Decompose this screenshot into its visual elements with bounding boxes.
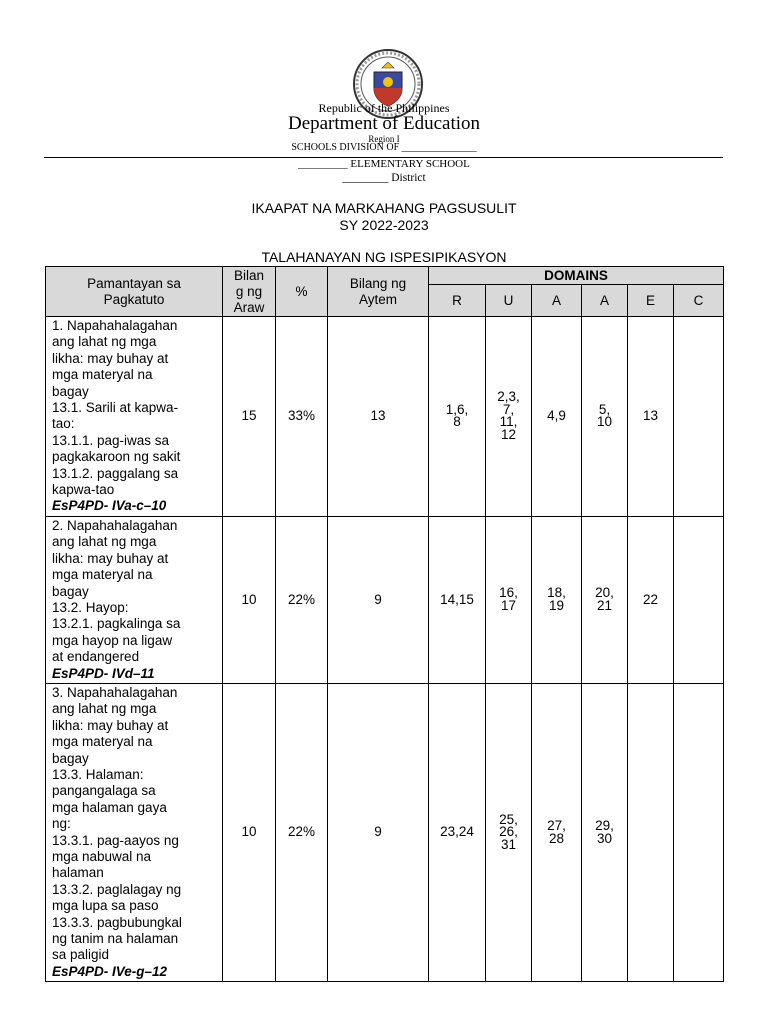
domain-r-cell [429,683,486,981]
text-line: 30 [596,830,613,846]
text-line: 13.1.2. paggalang sa [52,465,179,481]
text-line: 13.2. Hayop: [52,599,129,615]
header-domain-u: U [486,285,532,317]
competency-code: EsP4PD- IVa-c–10 [52,498,167,514]
text-line: Bilang ng [349,275,407,291]
header-domain-a2: A [582,285,628,317]
days-cell: 10 [223,516,276,683]
exam-title: IKAAPAT NA MARKAHANG PAGSUSULIT [251,200,517,216]
text-line: Bilan [233,267,265,283]
text-line: 19 [548,597,565,613]
competency-cell [46,683,223,981]
division-label: SCHOOLS DIVISION OF _______________ [291,142,477,153]
text-line: 13.1. Sarili at kapwa- [52,400,179,416]
domain-a1-cell [532,683,582,981]
text-line: mga materyal na [52,734,153,750]
text-line: 17 [500,597,517,613]
text-line: 13 [642,408,659,424]
domain-e-cell [628,683,674,981]
text-line: ang lahat ng mga [52,701,157,717]
text-line: bagay [52,750,89,766]
domain-a2-cell [582,317,628,517]
items-cell: 9 [328,683,429,981]
percent-cell: 22% [276,683,328,981]
text-line: at endangered [52,649,140,665]
district-label: ________ District [342,172,426,184]
text-line: ng: [52,816,71,832]
competency-code: EsP4PD- IVe-g–12 [52,963,168,979]
text-line: 10 [596,414,613,430]
header-domain-a1: A [532,285,582,317]
header-competency [46,267,223,317]
school-year: SY 2022-2023 [339,217,429,233]
text-line: 2. Napahahalagahan [52,517,178,533]
domain-e-cell [628,516,674,683]
domain-r-cell [429,317,486,517]
republic-label: Republic of the Philippines [318,101,450,115]
text-line: 25, [499,811,518,827]
text-line: 13.3.1. pag-aayos ng [52,832,179,848]
text-line: 11, [499,414,518,430]
header-domain-c: C [674,285,724,317]
text-line: bagay [52,583,89,599]
text-line: 21 [596,597,613,613]
text-line: 22 [642,591,659,607]
percent-cell: 22% [276,516,328,683]
text-line: pagkakaroon ng sakit [52,449,181,465]
table-row [46,516,724,683]
text-line: pangangalaga sa [52,783,156,799]
text-line: 8 [453,414,461,430]
domain-c-cell [674,683,724,981]
text-line: ang lahat ng mga [52,534,157,550]
text-line: tao: [52,416,75,432]
text-line: Araw [233,299,265,315]
text-line: 13.3.2. paglalagay ng [52,881,182,897]
text-line: 29, [595,818,614,834]
text-line: g ng [235,283,263,299]
items-cell: 9 [328,516,429,683]
text-line: 13.2.1. pagkalinga sa [52,616,181,632]
text-line: Aytem [358,291,397,307]
text-line: mga hayop na ligaw [52,632,173,648]
domain-a2-cell [582,516,628,683]
header-items [328,267,429,317]
text-line: ng tanim na halaman [52,931,179,947]
domain-r-cell [429,516,486,683]
text-line: mga materyal na [52,567,153,583]
header-domains: DOMAINS [429,267,724,285]
text-line: 20, [595,585,614,601]
text-line: mga lupa sa paso [52,898,159,914]
domain-a1-cell [532,516,582,683]
text-line: Pagkatuto [103,291,165,307]
percent-cell: 33% [276,317,328,517]
table-of-specifications [45,266,724,982]
domain-e-cell [628,317,674,517]
domain-u-cell [486,516,532,683]
text-line: 5, [598,401,611,417]
school-label: _________ ELEMENTARY SCHOOL [298,158,470,170]
header-percent: % [276,267,328,317]
text-line: 4,9 [547,408,566,424]
text-line: likha: may buhay at [52,717,169,733]
text-line: likha: may buhay at [52,550,169,566]
domain-u-cell [486,317,532,517]
text-line: sa paligid [52,947,110,963]
text-line: 14,15 [440,591,474,607]
text-line: 13.3. Halaman: [52,766,144,782]
text-line: 18, [547,585,566,601]
text-line: 13.3.3. pagbubungkal [52,914,182,930]
text-line: halaman [52,865,104,881]
days-cell: 15 [223,317,276,517]
text-line: mga halaman gaya [52,799,167,815]
text-line: 1,6, [445,401,469,417]
domain-c-cell [674,317,724,517]
text-line: 1. Napahahalagahan [52,318,178,333]
competency-cell [46,317,223,517]
text-line: 13.1.1. pag-iwas sa [52,432,170,448]
text-line: mga materyal na [52,367,153,383]
header-domain-r: R [429,285,486,317]
text-line: kapwa-tao [52,482,115,498]
domain-u-cell [486,683,532,981]
text-line: 16, [499,585,518,601]
table-row [46,683,724,981]
text-line: ang lahat ng mga [52,334,157,350]
competency-code: EsP4PD- IVd–11 [52,665,155,681]
text-line: 27, [547,818,566,834]
domain-a1-cell [532,317,582,517]
days-cell: 10 [223,683,276,981]
header-days [223,267,276,317]
competency-cell [46,516,223,683]
text-line: mga nabuwal na [52,849,152,864]
text-line: likha: may buhay at [52,350,169,366]
table-title: TALAHANAYAN NG ISPESIPIKASYON [261,249,507,265]
text-line: 7, [502,401,515,417]
text-line: 28 [548,830,565,846]
region-label: Region I [368,134,400,144]
text-line: 3. Napahahalagahan [52,684,178,700]
domain-c-cell [674,516,724,683]
department-title: Department of Education [287,113,481,134]
items-cell: 13 [328,317,429,517]
text-line: 31 [500,836,517,852]
text-line: 23,24 [440,824,474,840]
text-line: 12 [500,426,517,442]
text-line: bagay [52,383,89,399]
header-domain-e: E [628,285,674,317]
text-line: Pamantayan sa [87,275,181,291]
domain-a2-cell [582,683,628,981]
table-row [46,317,724,517]
text-line: 2,3, [497,389,520,405]
text-line: 26, [499,824,518,840]
